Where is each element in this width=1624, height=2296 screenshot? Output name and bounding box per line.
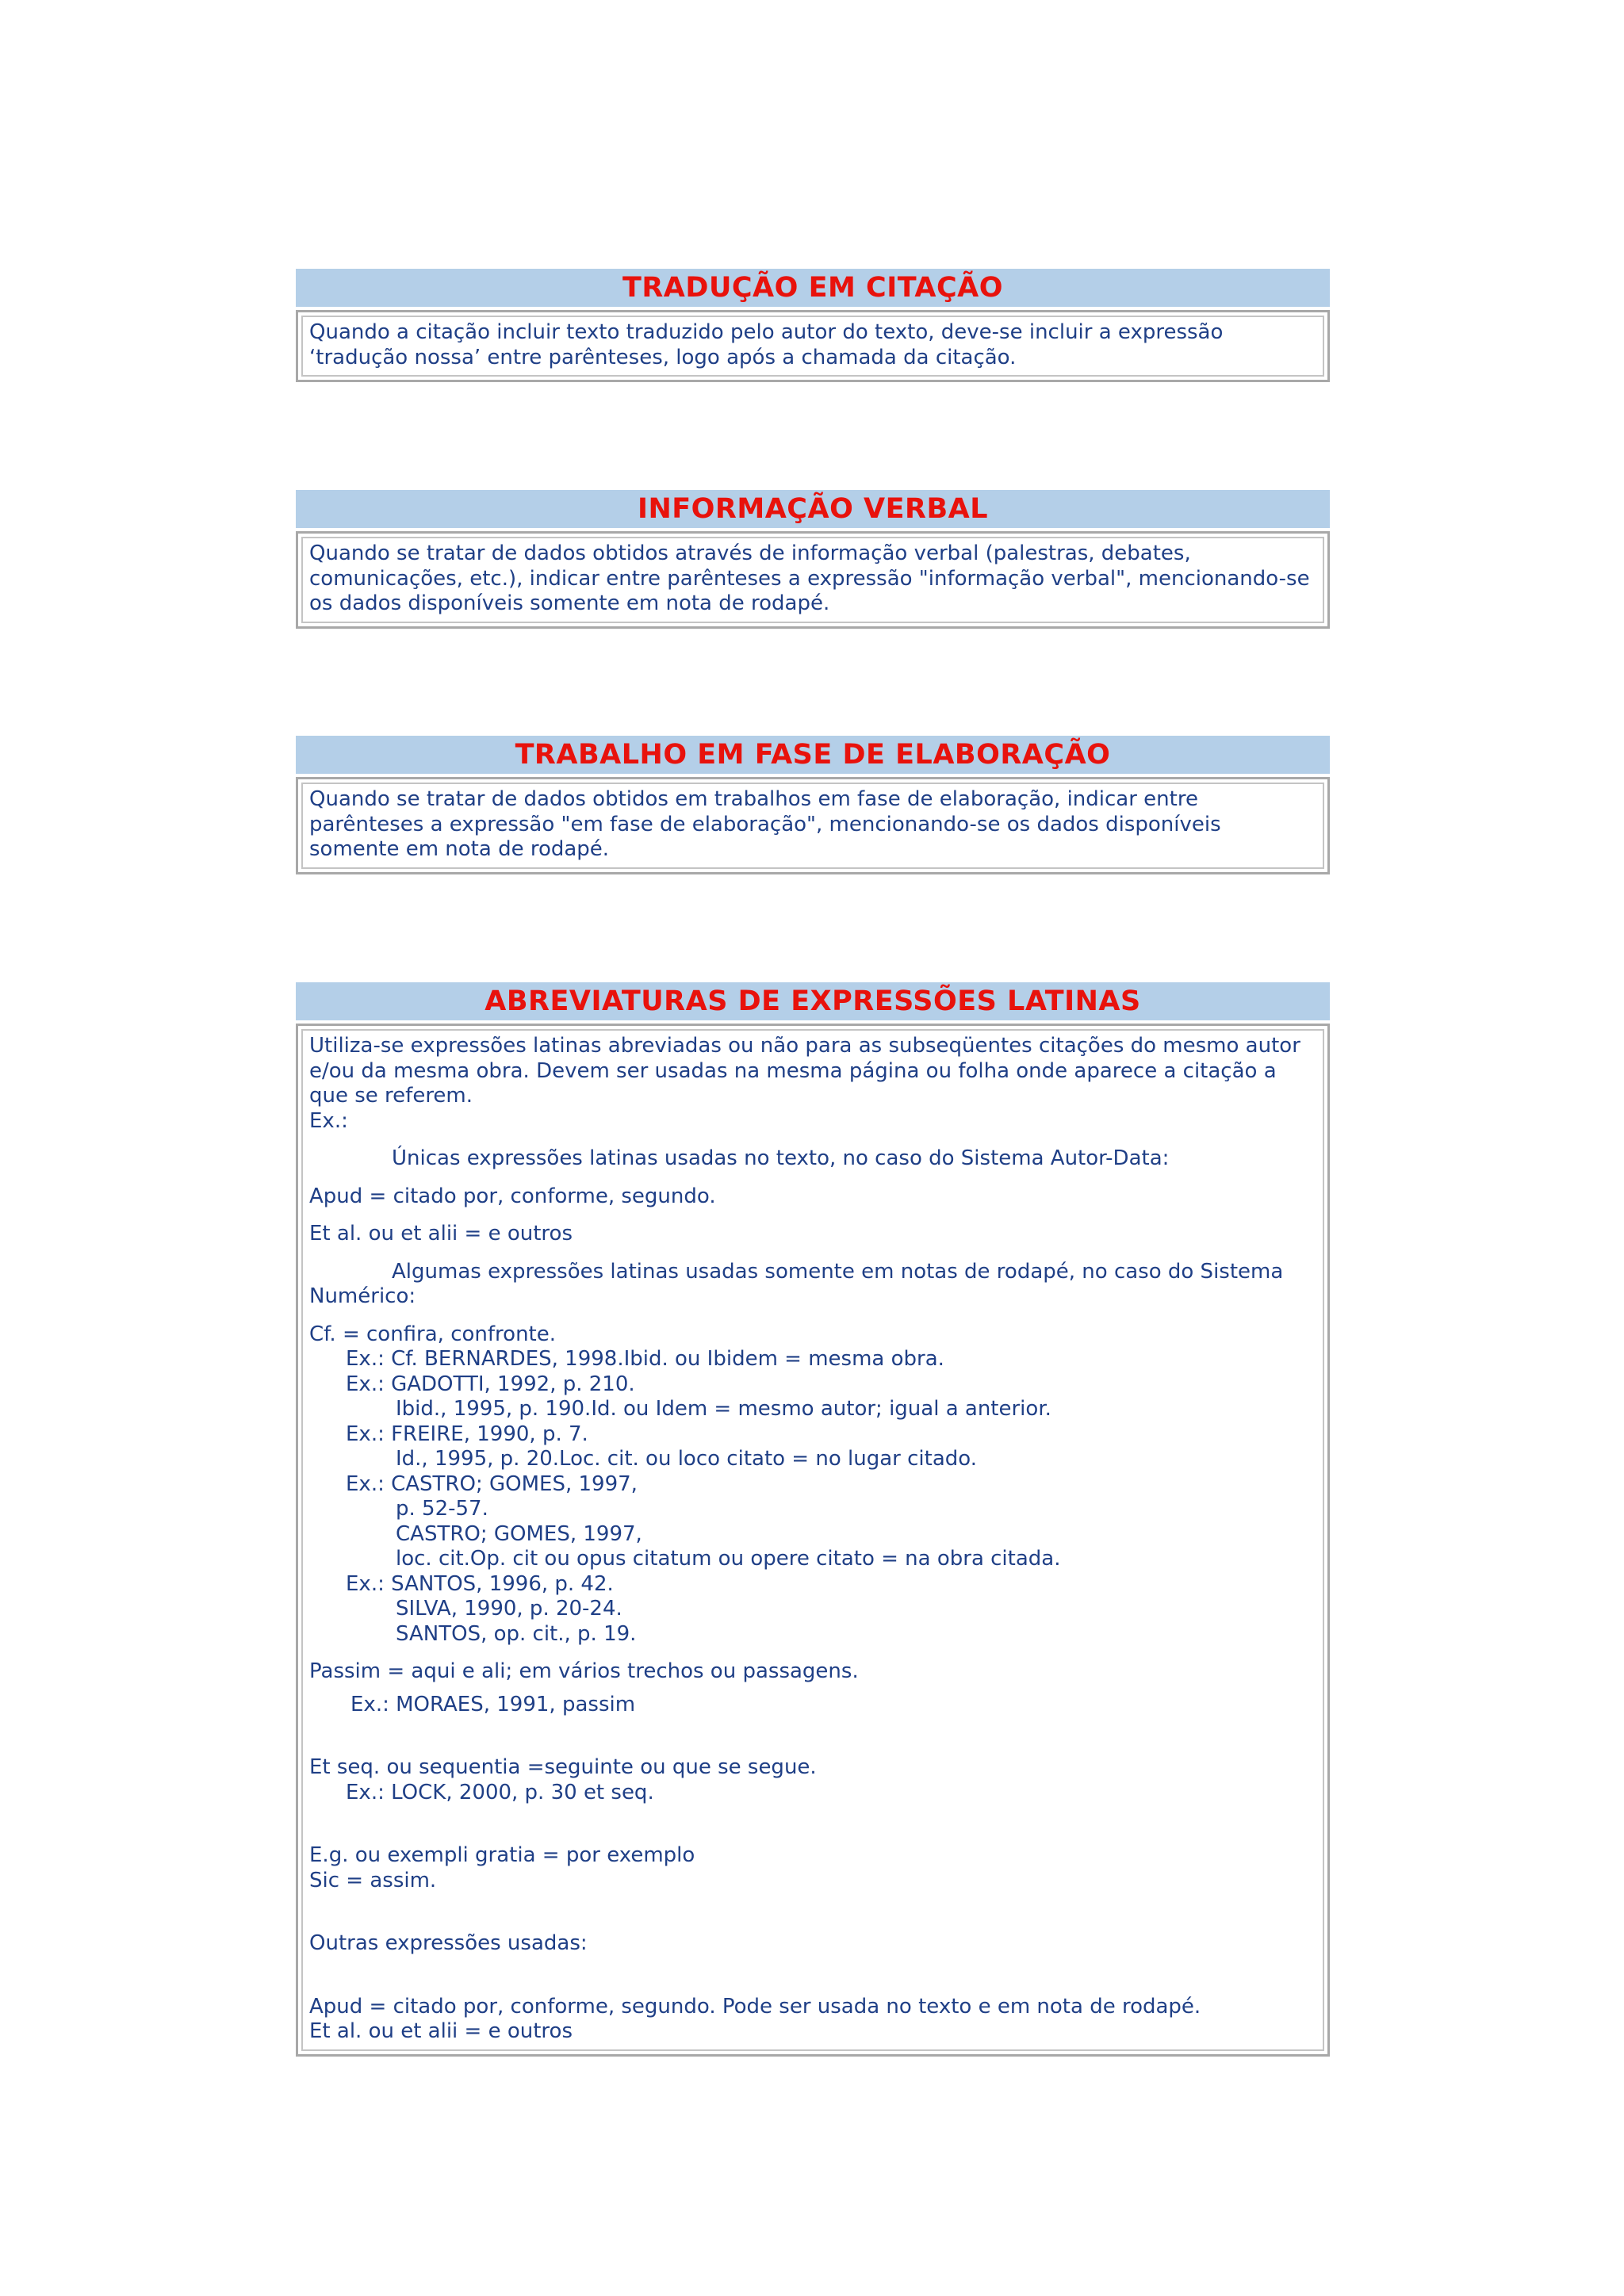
op-example-3: SANTOS, op. cit., p. 19. <box>396 1621 637 1646</box>
id-example-2: Id., 1995, p. 20.Loc. cit. ou loco citato = no lugar citado. <box>396 1447 977 1471</box>
example-label: Ex.: <box>309 1108 348 1133</box>
section-informacao-verbal <box>296 490 1330 629</box>
op-example-2: SILVA, 1990, p. 20-24. <box>396 1597 622 1621</box>
etal-line-2: Et al. ou et alii = e outros <box>309 2019 573 2043</box>
section-body <box>301 316 1324 377</box>
unicas-paragraph: Únicas expressões latinas usadas no texto, no caso do Sistema Autor-Data: <box>392 1146 1170 1170</box>
section-body <box>301 783 1324 869</box>
loc-example-3: CASTRO; GOMES, 1997, <box>396 1521 642 1546</box>
algumas-paragraph: Algumas expressões latinas usadas somente em notas de rodapé, no caso do Sistema Numérico: <box>309 1259 1284 1308</box>
section-body <box>301 1029 1324 2051</box>
apud-line-2: Apud = citado por, conforme, segundo. Pode ser usada no texto e em nota de rodapé. <box>309 1994 1201 2019</box>
section-box <box>296 531 1330 629</box>
loc-example-2: p. 52-57. <box>396 1497 488 1521</box>
section-heading: TRADUÇÃO EM CITAÇÃO <box>296 269 1330 307</box>
section-box <box>296 310 1330 382</box>
passim-example: Ex.: MORAES, 1991, passim <box>350 1692 636 1716</box>
cf-line: Cf. = confira, confronte. <box>309 1322 556 1346</box>
section-box <box>296 1024 1330 2057</box>
id-example: Ex.: FREIRE, 1990, p. 7. <box>346 1422 588 1446</box>
ibid-example-2: Ibid., 1995, p. 190.Id. ou Idem = mesmo autor; igual a anterior. <box>396 1397 1051 1421</box>
section-abreviaturas-latinas <box>296 982 1330 2057</box>
paragraph: Quando se tratar de dados obtidos através de informação verbal (palestras, debates, comunicações, etc.), indicar entre parênteses a expressão "informação verbal", mencionando-se os dados disponíveis somente em nota de rodapé. <box>309 541 1310 615</box>
section-traducao-em-citacao <box>296 269 1330 382</box>
loc-example-4: loc. cit.Op. cit ou opus citatum ou opere citato = na obra citada. <box>396 1547 1061 1571</box>
etseq-example: Ex.: LOCK, 2000, p. 30 et seq. <box>346 1780 654 1804</box>
apud-line: Apud = citado por, conforme, segundo. <box>309 1184 716 1208</box>
section-heading: ABREVIATURAS DE EXPRESSÕES LATINAS <box>296 982 1330 1020</box>
etal-line: Et al. ou et alii = e outros <box>309 1222 573 1246</box>
section-heading: INFORMAÇÃO VERBAL <box>296 490 1330 528</box>
passim-line: Passim = aqui e ali; em vários trechos ou passagens. <box>309 1659 859 1683</box>
section-heading: TRABALHO EM FASE DE ELABORAÇÃO <box>296 736 1330 774</box>
section-box <box>296 777 1330 874</box>
cf-example: Ex.: Cf. BERNARDES, 1998.Ibid. ou Ibidem = mesma obra. <box>346 1347 944 1371</box>
intro-paragraph: Utiliza-se expressões latinas abreviadas ou não para as subseqüentes citações do mesmo autor e/ou da mesma obra. Devem ser usadas na mesma página ou folha onde aparece a citação a que se referem. <box>309 1034 1300 1108</box>
etseq-line: Et seq. ou sequentia =seguinte ou que se segue. <box>309 1755 817 1779</box>
section-trabalho-em-fase-de-elaboracao <box>296 736 1330 874</box>
loc-example: Ex.: CASTRO; GOMES, 1997, <box>346 1471 638 1496</box>
op-example: Ex.: SANTOS, 1996, p. 42. <box>346 1571 614 1596</box>
eg-line: E.g. ou exempli gratia = por exemplo <box>309 1843 695 1867</box>
paragraph: Quando se tratar de dados obtidos em trabalhos em fase de elaboração, indicar entre parênteses a expressão "em fase de elaboração", mencionando-se os dados disponíveis somente em nota de rodapé. <box>309 787 1221 861</box>
ibid-example: Ex.: GADOTTI, 1992, p. 210. <box>346 1372 635 1396</box>
outras-heading: Outras expressões usadas: <box>309 1931 588 1955</box>
paragraph: Quando a citação incluir texto traduzido pelo autor do texto, deve-se incluir a expressão ‘tradução nossa’ entre parênteses, logo após a chamada da citação. <box>309 320 1224 369</box>
section-body <box>301 537 1324 623</box>
sic-line: Sic = assim. <box>309 1868 437 1892</box>
